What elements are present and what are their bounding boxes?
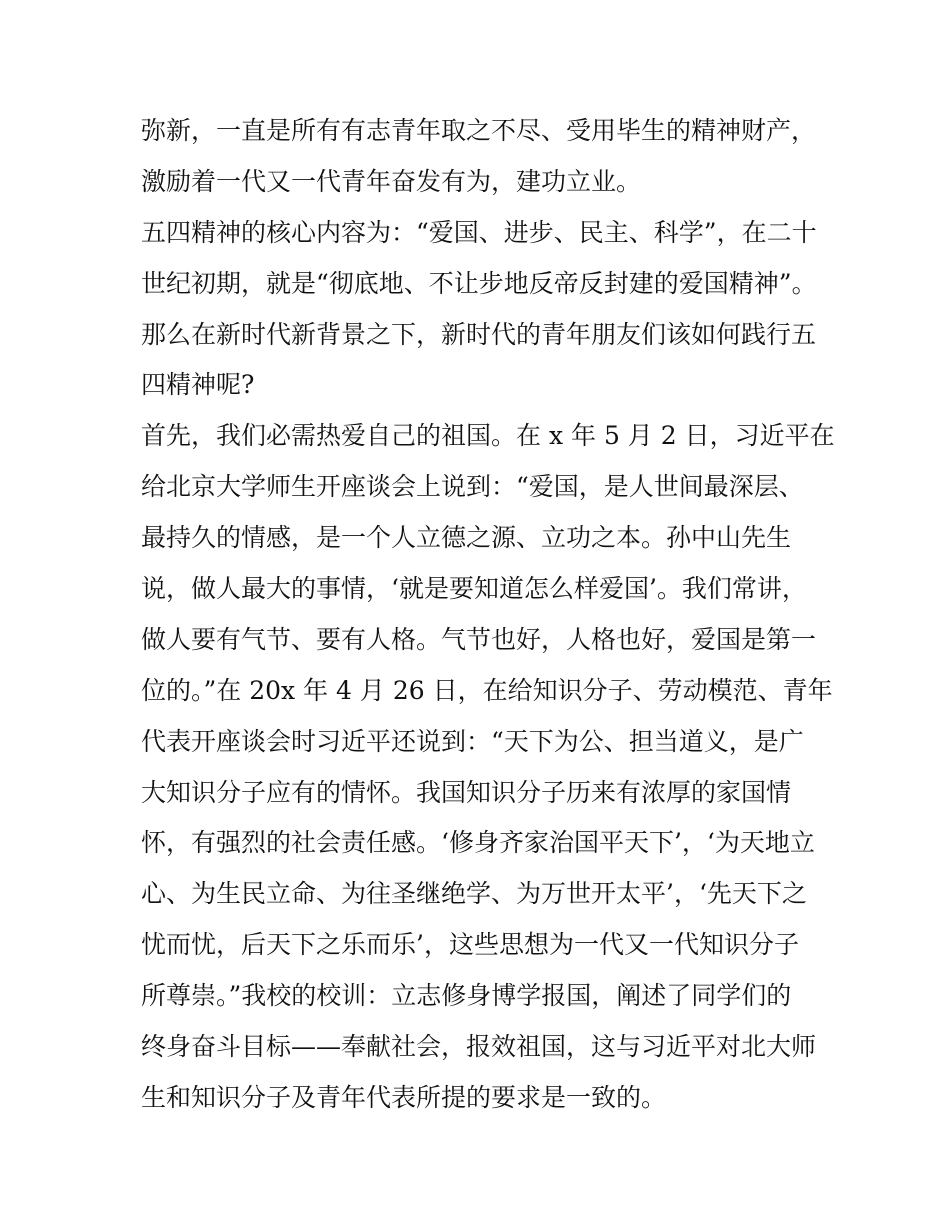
text-line: 怀，有强烈的社会责任感。‘修身齐家治国平天下’，‘为天地立 xyxy=(141,828,815,858)
text-line: 终身奋斗目标——奉献社会，报效祖国，这与习近平对北大师 xyxy=(141,1032,817,1062)
text-line: 给北京大学师生开座谈会上说到：“爱国，是人世间最深层、 xyxy=(141,472,804,502)
text-line: 首先，我们必需热爱自己的祖国。在 x 年 5 月 2 日，习近平在 xyxy=(141,421,835,451)
text-line: 代表开座谈会时习近平还说到：“天下为公、担当道义，是广 xyxy=(141,726,804,756)
text-line: 说，做人最大的事情，‘就是要知道怎么样爱国’。我们常讲， xyxy=(141,574,807,604)
text-line: 心、为生民立命、为往圣继绝学、为万世开太平’，‘先天下之 xyxy=(141,879,807,909)
text-line: 世纪初期，就是“彻底地、不让步地反帝反封建的爱国精神”。 xyxy=(141,268,817,298)
text-line: 生和知识分子及青年代表所提的要求是一致的。 xyxy=(141,1082,667,1112)
body-text xyxy=(141,106,835,1124)
text-line: 忧而忧，后天下之乐而乐’，这些思想为一代又一代知识分子 xyxy=(141,930,799,960)
text-line: 四精神呢? xyxy=(141,370,255,400)
text-line: 位的。”在 20x 年 4 月 26 日，在给知识分子、劳动模范、青年 xyxy=(141,675,833,705)
text-line: 弥新，一直是所有有志青年取之不尽、受用毕生的精神财产， xyxy=(141,116,817,145)
text-line: 那么在新时代新背景之下，新时代的青年朋友们该如何践行五 xyxy=(141,319,817,349)
text-line: 激励着一代又一代青年奋发有为，建功立业。 xyxy=(141,166,642,196)
text-line: 做人要有气节、要有人格。气节也好，人格也好，爱国是第一 xyxy=(141,624,817,654)
text-line: 大知识分子应有的情怀。我国知识分子历来有浓厚的家国情 xyxy=(141,777,792,807)
text-line: 所尊崇。”我校的校训：立志修身博学报国，阐述了同学们的 xyxy=(141,981,792,1011)
text-line: 五四精神的核心内容为：“爱国、进步、民主、科学”，在二十 xyxy=(141,217,817,247)
text-line: 最持久的情感，是一个人立德之源、立功之本。孙中山先生 xyxy=(141,523,792,553)
